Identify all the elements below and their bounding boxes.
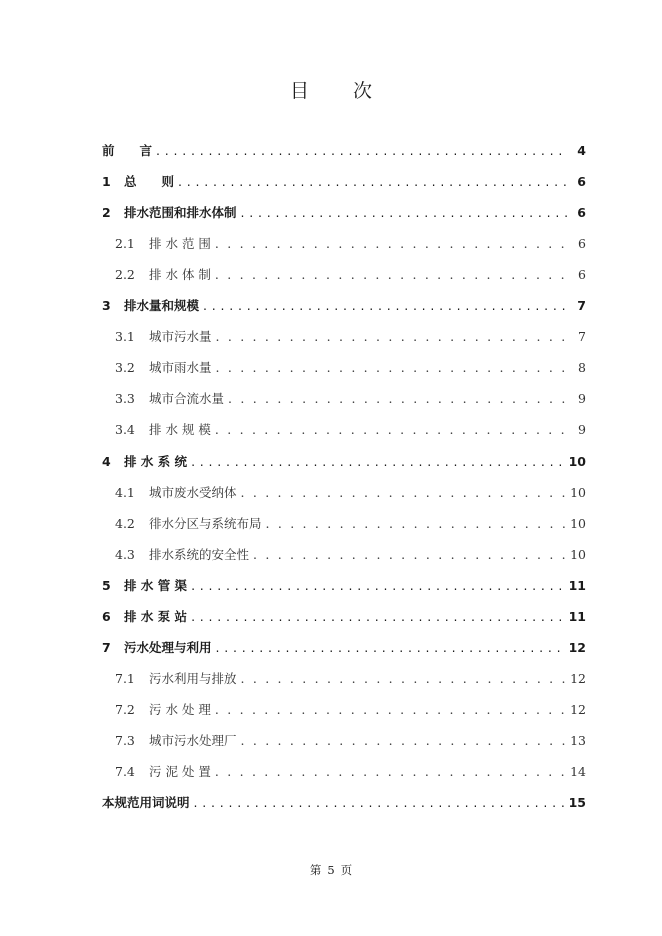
toc-entry[interactable] [102,793,586,813]
toc-entry[interactable] [102,576,586,596]
toc-entry-label: 本规范用词说明 [102,795,190,811]
toc-entry-label: 排 水 系 统 [124,453,188,469]
toc-entry-label: 排 水 管 渠 [124,577,188,593]
toc-dot-leader [216,327,568,347]
toc-entry-label: 城市雨水量 [149,360,212,376]
toc-entry-number: 1 [102,174,111,190]
toc-dot-leader [178,172,568,192]
toc-dot-leader [194,793,565,813]
toc-entry-label: 污水利用与排放 [149,670,237,686]
toc-dot-leader [228,389,568,409]
toc-subentry[interactable] [115,669,586,689]
toc-entry-number: 3.4 [115,422,135,438]
toc-entry-number: 7.2 [115,701,135,717]
toc-subentry[interactable] [115,514,586,534]
toc-entry-label: 污 泥 处 置 [149,764,211,779]
toc-entry-label: 城市合流水量 [149,391,225,407]
toc-entry-label: 城市污水量 [149,329,212,345]
toc-entry-page-number: 10 [568,453,586,469]
toc-entry-label: 排 水 范 围 [149,236,211,252]
toc-entry-number: 4.1 [115,484,135,500]
toc-entry-label: 污 水 处 理 [149,701,211,717]
toc-subentry[interactable] [115,545,586,565]
toc-entry-page-number: 11 [568,577,586,593]
toc-entry-page-number: 6 [577,174,586,190]
footer-prefix: 第 [309,863,322,877]
toc-entry-label: 排水量和规模 [124,298,200,314]
toc-dot-leader [215,700,566,720]
toc-dot-leader [215,762,566,782]
toc-entry-number: 6 [102,608,111,624]
toc-subentry[interactable] [115,420,586,440]
toc-entry-label: 排 水 规 模 [149,422,211,438]
toc-entry-number: 5 [102,577,111,593]
toc-entry-label: 排水系统的安全性 [149,546,250,562]
toc-entry-page-number: 4 [577,143,586,158]
toc-subentry[interactable] [115,358,586,378]
toc-subentry[interactable] [115,327,586,347]
toc-dot-leader [203,296,568,316]
toc-entry[interactable] [102,452,586,472]
toc-dot-leader [191,576,565,596]
toc-entry-number: 3.1 [115,329,135,345]
toc-entry-label: 排水范围和排水体制 [124,205,237,221]
toc-entry-page-number: 7 [578,329,586,345]
toc-entry-number: 2.1 [115,236,135,252]
toc-entry-page-number: 12 [570,701,586,717]
toc-entry-page-number: 9 [578,422,586,438]
toc-dot-leader [241,483,567,503]
toc-entry-page-number: 11 [568,608,586,624]
toc-entry-label: 城市废水受纳体 [149,484,237,500]
toc-entry-page-number: 12 [568,639,586,655]
toc-entry-page-number: 6 [578,267,586,283]
toc-entry-number: 2 [102,205,111,221]
toc-entry-label: 城市污水处理厂 [149,732,237,748]
toc-entry[interactable] [102,141,586,161]
toc-entry-page-number: 10 [570,484,586,500]
toc-dot-leader [215,265,568,285]
toc-subentry[interactable] [115,762,586,782]
footer-page-number: 5 [327,863,335,877]
toc-entry-label: 污水处理与利用 [124,639,212,655]
toc-subentry[interactable] [115,483,586,503]
toc-entry-number: 2.2 [115,267,135,283]
toc-entry-page-number: 10 [570,515,586,531]
toc-entry-page-number: 15 [568,795,586,811]
toc-dot-leader [266,514,567,534]
toc-entry-page-number: 10 [570,546,586,562]
toc-dot-leader [156,141,568,161]
toc-dot-leader [216,358,568,378]
toc-entry-label: 排 水 泵 站 [124,608,188,624]
toc-dot-leader [241,669,567,689]
toc-entry-label: 徘水分区与系统布局 [149,515,262,531]
toc-entry-number: 4.2 [115,515,135,531]
toc-entry-label: 总 则 [124,174,175,190]
toc-dot-leader [191,607,565,627]
toc-dot-leader [215,234,568,254]
toc-subentry[interactable] [115,731,586,751]
toc-subentry[interactable] [115,265,586,285]
toc-entry-number: 4.3 [115,546,135,562]
toc-entry[interactable] [102,203,586,223]
toc-entry-page-number: 6 [577,205,586,221]
toc-entry-page-number: 13 [570,732,586,748]
toc-subentry[interactable] [115,700,586,720]
toc-entry-number: 7.4 [115,764,135,779]
toc-entry-label: 前 言 [102,143,153,158]
toc-dot-leader [253,545,566,565]
toc-entry-page-number: 8 [578,360,586,376]
toc-entry-number: 3.3 [115,391,135,407]
toc-entry-page-number: 12 [570,670,586,686]
toc-entry[interactable] [102,172,586,192]
toc-entry[interactable] [102,607,586,627]
toc-entry-page-number: 9 [578,391,586,407]
toc-dot-leader [215,420,568,440]
toc-subentry[interactable] [115,234,586,254]
toc-entry-page-number: 14 [570,764,586,779]
toc-entry-label: 排 水 体 制 [149,267,211,283]
toc-entry-number: 7.3 [115,732,135,748]
page-footer [0,862,662,878]
toc-entry-number: 7.1 [115,670,135,686]
toc-entry[interactable] [102,638,586,658]
toc-dot-leader [216,638,565,658]
toc-dot-leader [241,731,567,751]
toc-dot-leader [241,203,568,223]
toc-entry-page-number: 7 [577,298,586,314]
toc-entry-number: 3.2 [115,360,135,376]
toc-dot-leader [191,452,565,472]
toc-entry-number: 4 [102,453,111,469]
toc-entry[interactable] [102,296,586,316]
toc-subentry[interactable] [115,389,586,409]
page-title-right: 次 [353,80,373,102]
footer-suffix: 页 [340,863,353,877]
toc-entry-number: 7 [102,639,111,655]
page-title-left: 目 [289,80,309,102]
toc-entry-page-number: 6 [578,236,586,252]
toc-entry-number: 3 [102,298,111,314]
